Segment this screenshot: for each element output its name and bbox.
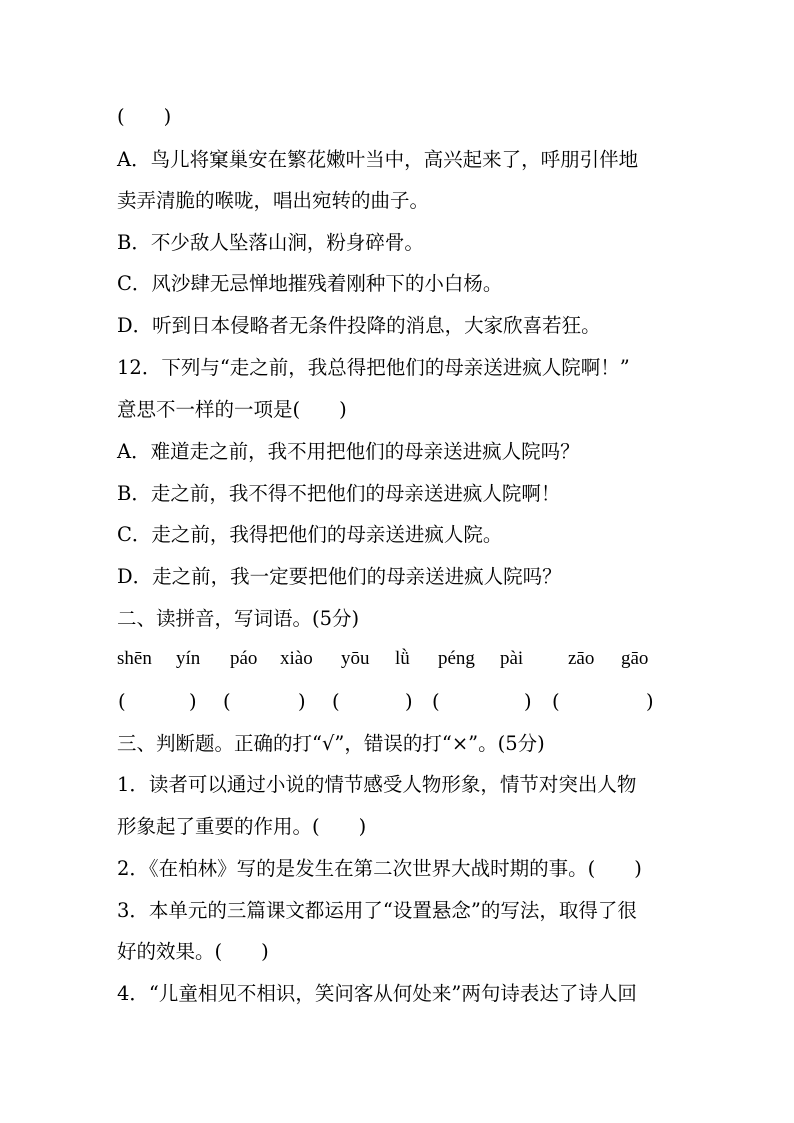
option-d: D．听到日本侵略者无条件投降的消息，大家欣喜若狂。	[117, 314, 601, 337]
question-12-line-1: 12．下列与“走之前，我总得把他们的母亲送进疯人院啊！”	[117, 356, 630, 379]
section-2-heading: 二、读拼音，写词语。(5分)	[117, 607, 360, 630]
pinyin-syllable: yín	[176, 648, 201, 669]
q12-option-d: D．走之前，我一定要把他们的母亲送进疯人院吗？	[117, 565, 562, 588]
pinyin-syllable: páo	[230, 648, 258, 669]
pinyin-syllable: pài	[500, 648, 524, 669]
option-c: C．风沙肆无忌惮地摧残着刚种下的小白杨。	[117, 272, 503, 295]
blank-open-paren: (	[432, 690, 440, 713]
pinyin-syllable: zāo	[568, 648, 595, 669]
q12-option-c: C．走之前，我得把他们的母亲送进疯人院。	[117, 523, 503, 546]
blank-open-paren: (	[223, 690, 231, 713]
tf-item-1-line-1: 1．读者可以通过小说的情节感受人物形象，情节对突出人物	[117, 773, 637, 796]
blank-close-paren: )	[189, 690, 197, 713]
blank-open-paren: (	[118, 690, 126, 713]
blank-open-paren: (	[332, 690, 340, 713]
option-a-line-1: A．鸟儿将窠巢安在繁花嫩叶当中，高兴起来了，呼朋引伴地	[117, 148, 639, 171]
section-3-heading: 三、判断题。正确的打“√”，错误的打“×”。(5分)	[117, 732, 545, 755]
pinyin-syllable: xiào	[280, 648, 313, 669]
pinyin-syllable: lǜ	[395, 648, 410, 669]
tf-item-1-line-2: 形象起了重要的作用。( )	[117, 815, 367, 838]
q12-option-a: A．难道走之前，我不用把他们的母亲送进疯人院吗？	[117, 440, 580, 463]
pinyin-syllable: péng	[438, 648, 475, 669]
blank-close-paren: )	[405, 690, 413, 713]
tf-item-3-line-2: 好的效果。( )	[117, 940, 269, 963]
tf-item-2: 2．《在柏林》写的是发生在第二次世界大战时期的事。( )	[117, 857, 642, 880]
option-a-line-2: 卖弄清脆的喉咙，唱出宛转的曲子。	[117, 189, 430, 212]
tf-item-3-line-1: 3．本单元的三篇课文都运用了“设置悬念”的写法，取得了很	[117, 899, 637, 922]
answer-bracket-q11: ( )	[117, 105, 172, 128]
q12-option-b: B．走之前，我不得不把他们的母亲送进疯人院啊！	[117, 482, 561, 505]
pinyin-syllable: yōu	[341, 648, 370, 669]
option-b: B．不少敌人坠落山涧，粉身碎骨。	[117, 231, 424, 254]
pinyin-syllable: gāo	[621, 648, 649, 669]
blank-close-paren: )	[298, 690, 306, 713]
tf-item-4-line-1: 4．“儿童相见不相识，笑问客从何处来”两句诗表达了诗人回	[117, 982, 637, 1005]
pinyin-syllable: shēn	[117, 648, 152, 669]
blank-close-paren: )	[524, 690, 532, 713]
blank-open-paren: (	[552, 690, 560, 713]
question-12-line-2: 意思不一样的一项是( )	[117, 398, 347, 421]
blank-close-paren: )	[646, 690, 654, 713]
